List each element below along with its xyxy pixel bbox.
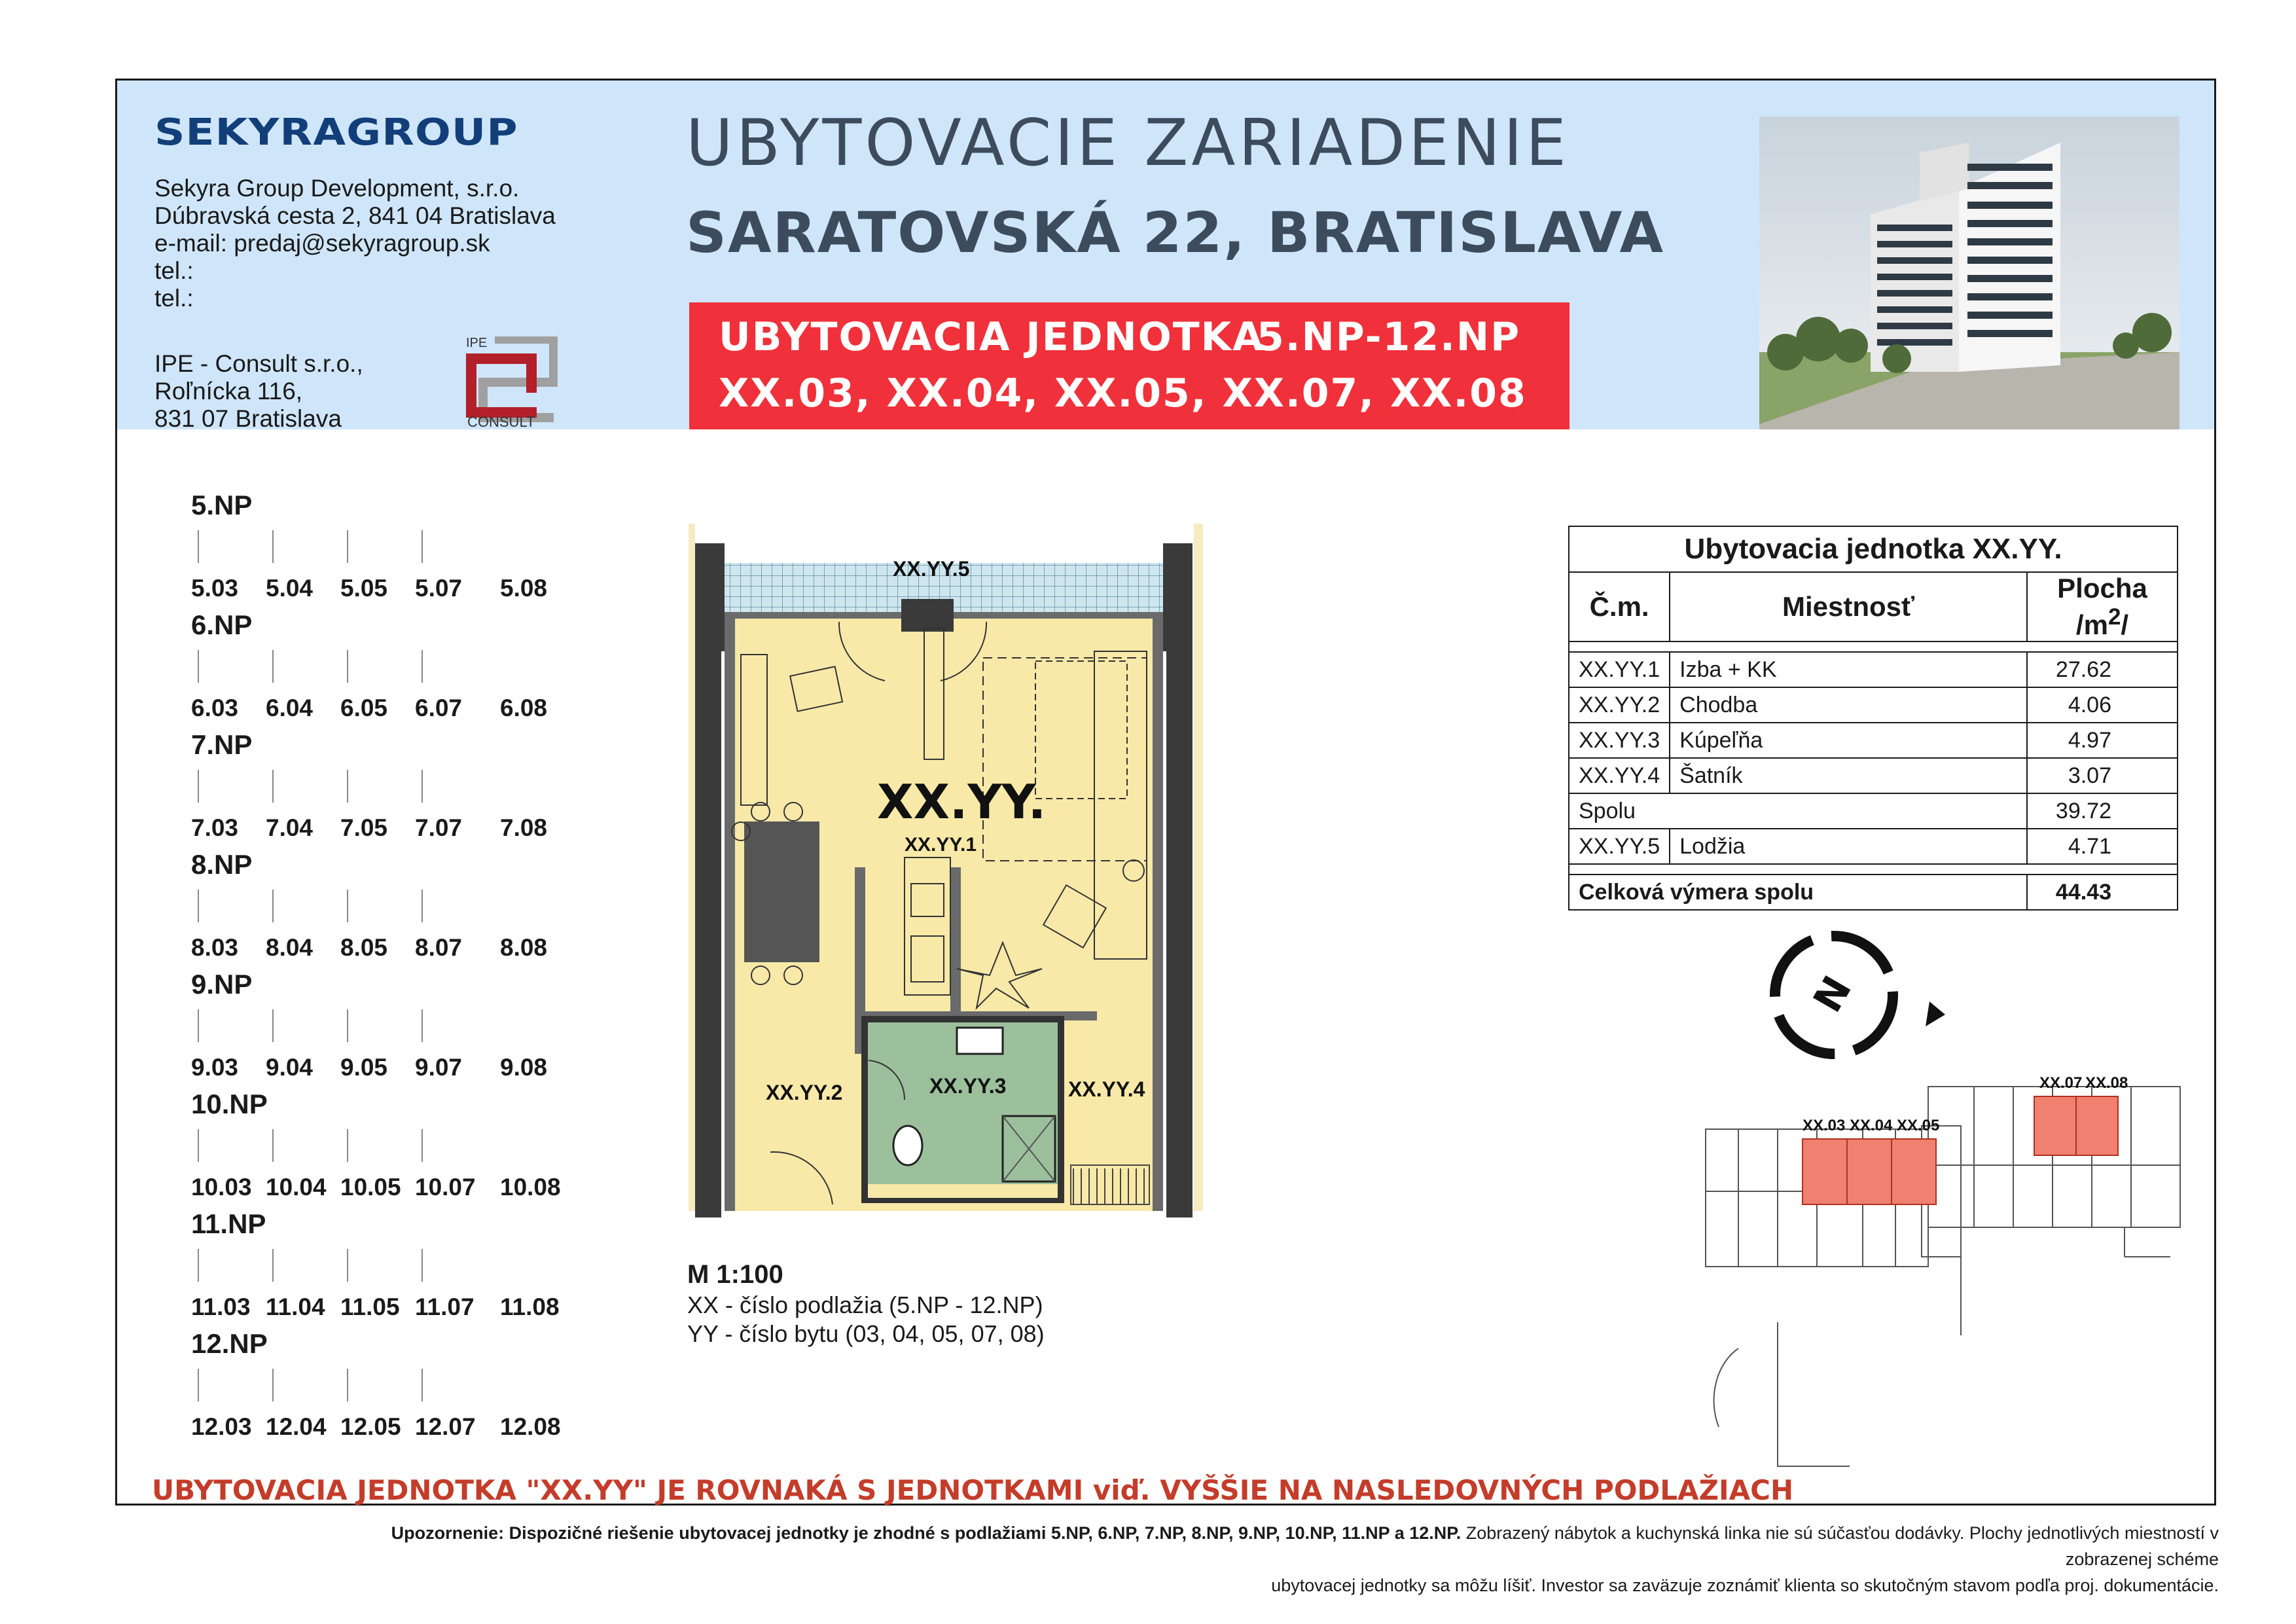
floor-title: 6.NP xyxy=(191,609,253,640)
unit-number: 7.03 xyxy=(191,814,239,841)
unit-marker xyxy=(347,1369,348,1401)
col-header-number: Č.m. xyxy=(1569,572,1670,641)
room-name: Šatník xyxy=(1670,758,2027,793)
unit-number: 9.07 xyxy=(415,1054,463,1081)
unit-number: 12.07 xyxy=(415,1413,476,1440)
unit-number: 10.08 xyxy=(500,1174,561,1200)
room-name: Chodba xyxy=(1670,687,2027,723)
unit-marker xyxy=(422,1009,423,1042)
footer-banner: UBYTOVACIA JEDNOTKA "XX.YY" JE ROVNAKÁ S JEDNOTKAMI viď. VYŠŠIE NA NASLEDOVNÝCH PODLAŽIACH xyxy=(152,1474,1794,1506)
floor-key-plan xyxy=(1699,1060,2197,1479)
floor-group xyxy=(191,849,548,969)
room-label-hall: XX.YY.2 xyxy=(766,1081,843,1104)
legend-line: YY - číslo bytu (03, 04, 05, 07, 08) xyxy=(687,1320,1045,1347)
unit-number: 11.08 xyxy=(500,1293,560,1320)
unit-marker xyxy=(422,1369,423,1401)
room-number: XX.YY.2 xyxy=(1569,687,1670,723)
compass-north-label: N xyxy=(1804,968,1861,1020)
unit-number: 11.03 xyxy=(191,1293,251,1320)
unit-number: 10.03 xyxy=(191,1174,252,1200)
sekyra-logo: SEKYRAGROUP xyxy=(154,111,518,154)
key-plan-label: XX.08 xyxy=(2085,1074,2128,1092)
unit-number: 7.08 xyxy=(500,814,548,841)
room-area: 4.97 xyxy=(2027,723,2178,758)
unit-number: 11.05 xyxy=(340,1293,400,1320)
project-title: UBYTOVACIE ZARIADENIE xyxy=(686,106,1570,181)
address-line: IPE - Consult s.r.o., xyxy=(154,350,363,377)
floor-group xyxy=(191,490,548,609)
room-number: XX.YY.5 xyxy=(1569,829,1670,864)
unit-number: 10.05 xyxy=(340,1174,401,1200)
unit-number: 12.04 xyxy=(266,1413,327,1440)
unit-number: 8.07 xyxy=(415,934,463,961)
room-label-closet: XX.YY.4 xyxy=(1068,1077,1145,1101)
unit-number: 8.05 xyxy=(340,934,388,961)
unit-number: 6.03 xyxy=(191,695,239,721)
building-render-photo xyxy=(1759,117,2179,429)
area-table xyxy=(1568,526,2178,911)
unit-label: XX.YY. xyxy=(877,774,1047,829)
unit-number: 7.05 xyxy=(340,814,388,841)
ipe-logo-top: IPE xyxy=(466,336,488,350)
unit-marker xyxy=(347,650,348,683)
legend-line: XX - číslo podlažia (5.NP - 12.NP) xyxy=(687,1291,1043,1318)
unit-marker xyxy=(198,530,199,563)
room-area: 4.06 xyxy=(2027,687,2178,723)
unit-marker xyxy=(272,1009,274,1042)
total-row xyxy=(1569,875,2178,910)
floor-title: 7.NP xyxy=(191,729,253,760)
table-spacer xyxy=(1569,864,2178,875)
room-area: 4.71 xyxy=(2027,829,2178,864)
room-number: XX.YY.4 xyxy=(1569,758,1670,793)
unit-marker xyxy=(272,530,274,563)
address-line: 831 07 Bratislava xyxy=(154,405,342,432)
unit-number: 9.04 xyxy=(266,1054,314,1081)
floor-title: 12.NP xyxy=(191,1328,268,1359)
unit-number: 5.03 xyxy=(191,575,239,602)
disclaimer-text: Zobrazený nábytok a kuchynská linka nie sú súčasťou dodávky. Plochy jednotlivých miestností v zobrazenej schéme xyxy=(1461,1523,2219,1569)
unit-number: 6.07 xyxy=(415,695,463,721)
unit-marker xyxy=(347,530,348,563)
room-name: Kúpeľňa xyxy=(1670,723,2027,758)
unit-number: 6.04 xyxy=(266,695,314,721)
room-number: XX.YY.1 xyxy=(1569,652,1670,687)
floor-group xyxy=(191,729,548,849)
unit-marker xyxy=(272,770,274,803)
room-area: 27.62 xyxy=(2027,652,2178,687)
unit-banner xyxy=(689,302,1570,429)
plan-legend xyxy=(687,1291,1045,1348)
unit-number: 8.03 xyxy=(191,934,239,961)
unit-marker xyxy=(198,890,199,922)
unit-marker xyxy=(198,770,199,803)
room-area: 3.07 xyxy=(2027,758,2178,793)
room-label-main: XX.YY.1 xyxy=(905,834,977,856)
unit-marker xyxy=(198,650,199,683)
unit-number: 10.04 xyxy=(266,1174,327,1200)
subtotal-row xyxy=(1569,793,2178,829)
unit-number: 12.03 xyxy=(191,1413,252,1440)
unit-number: 8.08 xyxy=(500,934,548,961)
unit-marker xyxy=(272,1369,274,1401)
disclaimer-bold: Upozornenie: Dispozičné riešenie ubytovacej jednotky je zhodné s podlažiami 5.NP, 6.NP, 7.NP, 8.NP, 9.NP, 10.NP, 11.NP a 12.NP. xyxy=(391,1523,1462,1543)
unit-number: 6.05 xyxy=(340,695,388,721)
ipe-logo-bottom: CONSULT xyxy=(467,414,535,428)
unit-number: 12.08 xyxy=(500,1413,561,1440)
floor-title: 11.NP xyxy=(191,1208,266,1239)
address-line: Roľnícka 116, xyxy=(154,378,303,405)
unit-number: 8.04 xyxy=(266,934,314,961)
unit-marker xyxy=(198,1009,199,1042)
room-number: XX.YY.3 xyxy=(1569,723,1670,758)
unit-number: 5.04 xyxy=(266,575,314,602)
unit-marker xyxy=(272,650,274,683)
unit-number: 5.08 xyxy=(500,575,548,602)
floor-title: 8.NP xyxy=(191,849,253,880)
unit-marker xyxy=(422,1129,423,1162)
unit-marker xyxy=(272,890,274,922)
col-header-area xyxy=(2027,572,2178,641)
unit-number: 9.05 xyxy=(340,1054,388,1081)
floor-title: 10.NP xyxy=(191,1089,268,1119)
floor-group xyxy=(191,969,548,1089)
unit-banner-units: XX.03, XX.04, XX.05, XX.07, XX.08 xyxy=(719,370,1527,416)
floor-group xyxy=(191,1089,561,1208)
unit-number: 5.05 xyxy=(340,575,388,602)
room-label-bathroom: XX.YY.3 xyxy=(929,1074,1007,1098)
unit-marker xyxy=(272,1249,274,1282)
table-row xyxy=(1569,687,2178,723)
consultant-address xyxy=(154,350,363,433)
key-plan-label: XX.07 xyxy=(2039,1074,2083,1092)
total-label: Celková výmera spolu xyxy=(1569,875,2027,910)
floor-group xyxy=(191,1328,561,1448)
table-row xyxy=(1569,652,2178,687)
unit-marker xyxy=(198,1249,199,1282)
unit-number: 7.04 xyxy=(266,814,314,841)
unit-number: 11.07 xyxy=(415,1293,475,1320)
table-row xyxy=(1569,758,2178,793)
unit-number: 9.03 xyxy=(191,1054,239,1081)
address-line: Dúbravská cesta 2, 841 04 Bratislava xyxy=(154,202,556,229)
unit-number: 12.05 xyxy=(340,1413,401,1440)
unit-number: 9.08 xyxy=(500,1054,548,1081)
unit-number: 7.07 xyxy=(415,814,463,841)
unit-marker xyxy=(347,890,348,922)
room-name: Izba + KK xyxy=(1670,652,2027,687)
col-header-area-sup: 2 xyxy=(2108,604,2121,630)
unit-marker xyxy=(422,770,423,803)
key-plan-label: XX.03 xyxy=(1803,1117,1846,1134)
unit-marker xyxy=(272,1129,274,1162)
phone-line: tel.: xyxy=(154,257,194,284)
area-table-title: Ubytovacia jednotka XX.YY. xyxy=(1569,526,2178,572)
floors-list xyxy=(191,490,561,1448)
address-line: Sekyra Group Development, s.r.o. xyxy=(154,175,520,202)
floor-group xyxy=(191,1208,560,1328)
room-name: Lodžia xyxy=(1670,829,2027,864)
floor-title: 9.NP xyxy=(191,969,253,1000)
unit-marker xyxy=(198,1129,199,1162)
project-address: SARATOVSKÁ 22, BRATISLAVA xyxy=(686,200,1665,266)
loggia-row xyxy=(1569,829,2178,864)
disclaimer-line xyxy=(308,1520,2219,1572)
room-label-loggia: XX.YY.5 xyxy=(893,557,970,581)
col-header-area-suffix: / xyxy=(2121,609,2129,640)
unit-number: 10.07 xyxy=(415,1174,476,1200)
unit-banner-floors: 5.NP-12.NP xyxy=(1257,314,1521,360)
col-header-room: Miestnosť xyxy=(1670,572,2027,641)
plan-scale: M 1:100 xyxy=(687,1260,783,1289)
unit-marker xyxy=(422,530,423,563)
unit-number: 5.07 xyxy=(415,575,463,602)
unit-marker xyxy=(347,1249,348,1282)
developer-address xyxy=(154,175,556,312)
floor-title: 5.NP xyxy=(191,490,253,520)
unit-number: 11.04 xyxy=(266,1293,325,1320)
unit-marker xyxy=(347,1009,348,1042)
disclaimer-line: ubytovacej jednotky sa môžu líšiť. Investor sa zaväzuje zoznámiť klienta so skutočným stavom podľa proj. dokumentácie. xyxy=(1271,1576,2219,1595)
unit-marker xyxy=(422,1249,423,1282)
unit-number: 6.08 xyxy=(500,695,548,721)
unit-banner-label: UBYTOVACIA JEDNOTKA xyxy=(719,314,1265,360)
floor-group xyxy=(191,609,548,729)
total-value: 44.43 xyxy=(2027,875,2178,910)
unit-marker xyxy=(422,890,423,922)
key-plan-label: XX.05 xyxy=(1897,1117,1940,1134)
unit-marker xyxy=(347,770,348,803)
email-line: e-mail: predaj@sekyragroup.sk xyxy=(154,230,490,257)
ipe-consult-logo xyxy=(463,336,558,428)
unit-floor-plan xyxy=(689,524,1203,1224)
key-plan-label: XX.04 xyxy=(1850,1117,1893,1134)
phone-line: tel.: xyxy=(154,285,194,312)
table-spacer xyxy=(1569,641,2178,652)
unit-marker xyxy=(347,1129,348,1162)
table-row xyxy=(1569,723,2178,758)
unit-marker xyxy=(198,1369,199,1401)
unit-marker xyxy=(422,650,423,683)
disclaimer xyxy=(308,1520,2219,1598)
subtotal-value: 39.72 xyxy=(2027,793,2178,829)
subtotal-label: Spolu xyxy=(1569,793,2027,829)
col-header-area-label: Plocha /m xyxy=(2057,573,2147,640)
